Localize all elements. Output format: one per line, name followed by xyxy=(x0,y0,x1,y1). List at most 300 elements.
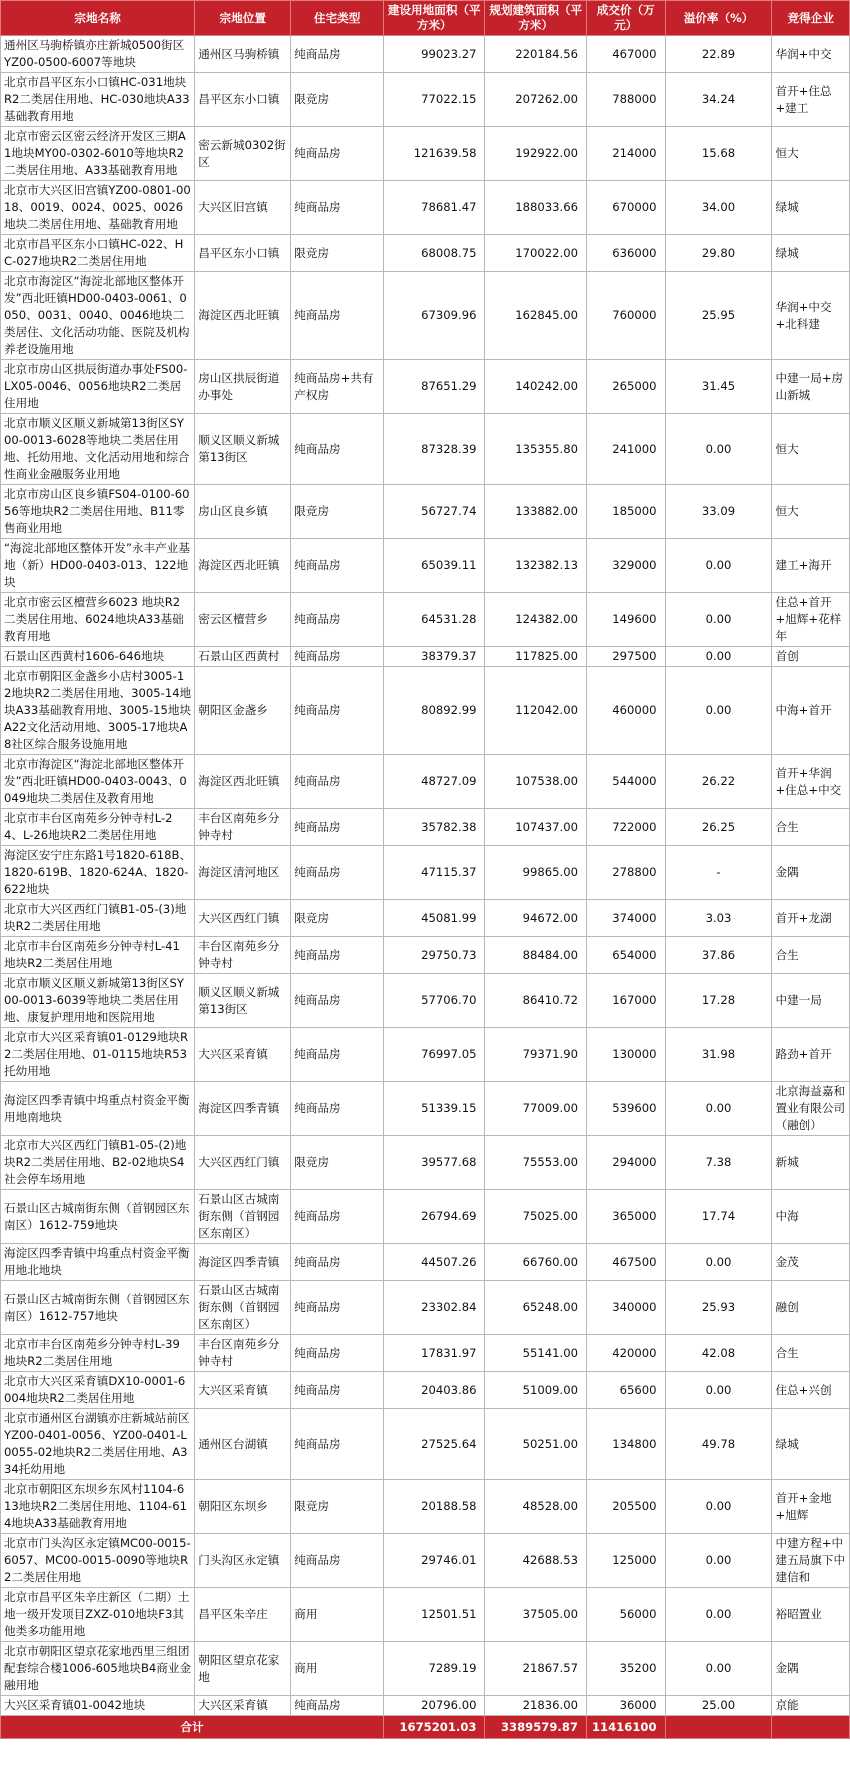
cell-price: 149600 xyxy=(586,593,665,647)
table-row xyxy=(1,755,850,809)
table-row xyxy=(1,593,850,647)
cell-location: 大兴区西红门镇 xyxy=(195,1136,291,1190)
cell-premium: 0.00 xyxy=(665,414,772,485)
cell-location: 石景山区西黄村 xyxy=(195,647,291,667)
table-row xyxy=(1,1244,850,1281)
total-label: 合计 xyxy=(1,1716,384,1739)
cell-type: 限竞房 xyxy=(291,900,384,937)
table-row xyxy=(1,235,850,272)
cell-land-area: 17831.97 xyxy=(384,1335,485,1372)
cell-price: 265000 xyxy=(586,360,665,414)
table-row xyxy=(1,1588,850,1642)
cell-location: 海淀区清河地区 xyxy=(195,846,291,900)
cell-location: 房山区良乡镇 xyxy=(195,485,291,539)
cell-winner: 合生 xyxy=(772,1335,850,1372)
cell-price: 722000 xyxy=(586,809,665,846)
cell-winner: 华润+中交+北科建 xyxy=(772,272,850,360)
cell-price: 36000 xyxy=(586,1696,665,1716)
cell-name: 北京市门头沟区永定镇MC00-0015-6057、MC00-0015-0090等地块R2二类居住用地 xyxy=(1,1534,195,1588)
table-row xyxy=(1,539,850,593)
cell-winner: 金隅 xyxy=(772,846,850,900)
cell-land-area: 64531.28 xyxy=(384,593,485,647)
cell-name: 北京市大兴区采育镇DX10-0001-6004地块R2二类居住用地 xyxy=(1,1372,195,1409)
cell-location: 大兴区西红门镇 xyxy=(195,900,291,937)
cell-winner: 恒大 xyxy=(772,414,850,485)
cell-winner: 合生 xyxy=(772,937,850,974)
cell-winner: 路劲+首开 xyxy=(772,1028,850,1082)
cell-winner: 金茂 xyxy=(772,1244,850,1281)
cell-price: 329000 xyxy=(586,539,665,593)
table-row xyxy=(1,1480,850,1534)
cell-location: 昌平区东小口镇 xyxy=(195,73,291,127)
cell-winner: 绿城 xyxy=(772,1409,850,1480)
cell-premium: 0.00 xyxy=(665,1588,772,1642)
total-land-area: 1675201.03 xyxy=(384,1716,485,1739)
cell-build-area: 65248.00 xyxy=(485,1281,586,1335)
cell-premium: 0.00 xyxy=(665,539,772,593)
cell-location: 海淀区西北旺镇 xyxy=(195,272,291,360)
cell-build-area: 135355.80 xyxy=(485,414,586,485)
cell-type: 纯商品房 xyxy=(291,272,384,360)
cell-winner: 新城 xyxy=(772,1136,850,1190)
cell-location: 丰台区南苑乡分钟寺村 xyxy=(195,1335,291,1372)
cell-land-area: 99023.27 xyxy=(384,36,485,73)
cell-name: 北京市房山区良乡镇FS04-0100-6056等地块R2二类居住用地、B11零售商业用地 xyxy=(1,485,195,539)
table-row xyxy=(1,1281,850,1335)
cell-name: 北京市房山区拱辰街道办事处FS00-LX05-0046、0056地块R2二类居住用地 xyxy=(1,360,195,414)
cell-price: 467500 xyxy=(586,1244,665,1281)
cell-type: 纯商品房 xyxy=(291,667,384,755)
cell-build-area: 50251.00 xyxy=(485,1409,586,1480)
cell-type: 纯商品房 xyxy=(291,647,384,667)
cell-price: 544000 xyxy=(586,755,665,809)
cell-winner: 首创 xyxy=(772,647,850,667)
cell-type: 纯商品房 xyxy=(291,1082,384,1136)
cell-name: 北京市大兴区西红门镇B1-05-(2)地块R2二类居住用地、B2-02地块S4社会停车场用地 xyxy=(1,1136,195,1190)
cell-build-area: 51009.00 xyxy=(485,1372,586,1409)
cell-land-area: 38379.37 xyxy=(384,647,485,667)
cell-build-area: 75553.00 xyxy=(485,1136,586,1190)
cell-land-area: 26794.69 xyxy=(384,1190,485,1244)
cell-winner: 中建一局 xyxy=(772,974,850,1028)
cell-premium: 31.98 xyxy=(665,1028,772,1082)
cell-build-area: 170022.00 xyxy=(485,235,586,272)
cell-premium: 0.00 xyxy=(665,1244,772,1281)
cell-premium: 34.00 xyxy=(665,181,772,235)
table-row xyxy=(1,1642,850,1696)
cell-location: 通州区台湖镇 xyxy=(195,1409,291,1480)
cell-price: 167000 xyxy=(586,974,665,1028)
cell-build-area: 77009.00 xyxy=(485,1082,586,1136)
cell-land-area: 45081.99 xyxy=(384,900,485,937)
cell-land-area: 57706.70 xyxy=(384,974,485,1028)
cell-land-area: 7289.19 xyxy=(384,1642,485,1696)
cell-type: 纯商品房 xyxy=(291,593,384,647)
cell-price: 185000 xyxy=(586,485,665,539)
table-row xyxy=(1,974,850,1028)
cell-winner: 华润+中交 xyxy=(772,36,850,73)
cell-build-area: 94672.00 xyxy=(485,900,586,937)
cell-winner: 中海+首开 xyxy=(772,667,850,755)
cell-name: 北京市海淀区“海淀北部地区整体开发”西北旺镇HD00-0403-0061、0050、0031、0040、0046地块二类居住、文化活动功能、医院及机构养老设施用地 xyxy=(1,272,195,360)
table-row xyxy=(1,1696,850,1716)
cell-winner: 建工+海开 xyxy=(772,539,850,593)
cell-premium: 0.00 xyxy=(665,1642,772,1696)
table-body xyxy=(1,36,850,1716)
cell-premium: 29.80 xyxy=(665,235,772,272)
cell-name: 北京市丰台区南苑乡分钟寺村L-24、L-26地块R2二类居住用地 xyxy=(1,809,195,846)
cell-winner: 首开+龙湖 xyxy=(772,900,850,937)
cell-premium: 0.00 xyxy=(665,647,772,667)
cell-winner: 裕昭置业 xyxy=(772,1588,850,1642)
cell-price: 460000 xyxy=(586,667,665,755)
header-build-area: 规划建筑面积（平方米） xyxy=(485,1,586,36)
cell-location: 丰台区南苑乡分钟寺村 xyxy=(195,937,291,974)
cell-name: 石景山区古城南街东侧（首钢园区东南区）1612-757地块 xyxy=(1,1281,195,1335)
cell-name: 北京市丰台区南苑乡分钟寺村L-41地块R2二类居住用地 xyxy=(1,937,195,974)
cell-location: 石景山区古城南街东侧（首钢园区东南区） xyxy=(195,1281,291,1335)
cell-name: 北京市朝阳区金盏乡小店村3005-12地块R2二类居住用地、3005-14地块A33基础教育用地、3005-15地块A22文化活动用地、3005-17地块A8社区综合服务设施用地 xyxy=(1,667,195,755)
cell-land-area: 20796.00 xyxy=(384,1696,485,1716)
total-winner xyxy=(772,1716,850,1739)
cell-premium: 25.93 xyxy=(665,1281,772,1335)
cell-land-area: 29750.73 xyxy=(384,937,485,974)
cell-location: 密云区檀营乡 xyxy=(195,593,291,647)
cell-premium: 0.00 xyxy=(665,1372,772,1409)
cell-type: 纯商品房 xyxy=(291,1534,384,1588)
cell-premium: 17.28 xyxy=(665,974,772,1028)
cell-type: 纯商品房 xyxy=(291,181,384,235)
cell-land-area: 27525.64 xyxy=(384,1409,485,1480)
cell-winner: 中建方程+中建五局旗下中建信和 xyxy=(772,1534,850,1588)
cell-name: 北京市顺义区顺义新城第13街区SY00-0013-6028等地块二类居住用地、托幼用地、文化活动用地和综合性商业金融服务业用地 xyxy=(1,414,195,485)
cell-name: 北京市大兴区采育镇01-0129地块R2二类居住用地、01-0115地块R53托幼用地 xyxy=(1,1028,195,1082)
cell-premium: 33.09 xyxy=(665,485,772,539)
cell-price: 134800 xyxy=(586,1409,665,1480)
cell-premium: 25.95 xyxy=(665,272,772,360)
cell-price: 65600 xyxy=(586,1372,665,1409)
header-location: 宗地位置 xyxy=(195,1,291,36)
cell-build-area: 21836.00 xyxy=(485,1696,586,1716)
cell-land-area: 51339.15 xyxy=(384,1082,485,1136)
cell-land-area: 44507.26 xyxy=(384,1244,485,1281)
cell-winner: 首开+住总+建工 xyxy=(772,73,850,127)
cell-land-area: 76997.05 xyxy=(384,1028,485,1082)
cell-location: 海淀区西北旺镇 xyxy=(195,539,291,593)
cell-winner: 恒大 xyxy=(772,127,850,181)
cell-premium: 7.38 xyxy=(665,1136,772,1190)
cell-type: 纯商品房 xyxy=(291,539,384,593)
cell-type: 纯商品房 xyxy=(291,1281,384,1335)
cell-price: 340000 xyxy=(586,1281,665,1335)
cell-location: 大兴区采育镇 xyxy=(195,1372,291,1409)
cell-premium: 0.00 xyxy=(665,593,772,647)
cell-location: 顺义区顺义新城第13街区 xyxy=(195,974,291,1028)
cell-premium: 26.22 xyxy=(665,755,772,809)
cell-land-area: 47115.37 xyxy=(384,846,485,900)
cell-type: 纯商品房 xyxy=(291,1372,384,1409)
header-type: 住宅类型 xyxy=(291,1,384,36)
cell-price: 420000 xyxy=(586,1335,665,1372)
table-row xyxy=(1,272,850,360)
cell-location: 顺义区顺义新城第13街区 xyxy=(195,414,291,485)
cell-name: 大兴区采育镇01-0042地块 xyxy=(1,1696,195,1716)
cell-name: 海淀区四季青镇中坞重点村资金平衡用地北地块 xyxy=(1,1244,195,1281)
table-row xyxy=(1,647,850,667)
cell-build-area: 107437.00 xyxy=(485,809,586,846)
cell-land-area: 68008.75 xyxy=(384,235,485,272)
cell-price: 56000 xyxy=(586,1588,665,1642)
cell-premium: 0.00 xyxy=(665,1534,772,1588)
cell-location: 门头沟区永定镇 xyxy=(195,1534,291,1588)
cell-type: 纯商品房 xyxy=(291,1335,384,1372)
cell-type: 纯商品房 xyxy=(291,414,384,485)
cell-build-area: 37505.00 xyxy=(485,1588,586,1642)
cell-location: 房山区拱辰街道办事处 xyxy=(195,360,291,414)
cell-land-area: 23302.84 xyxy=(384,1281,485,1335)
total-row xyxy=(1,1716,850,1739)
cell-location: 海淀区西北旺镇 xyxy=(195,755,291,809)
cell-premium: 0.00 xyxy=(665,667,772,755)
header-land-area: 建设用地面积（平方米） xyxy=(384,1,485,36)
cell-price: 35200 xyxy=(586,1642,665,1696)
header-winner: 竞得企业 xyxy=(772,1,850,36)
cell-build-area: 42688.53 xyxy=(485,1534,586,1588)
cell-premium: 25.00 xyxy=(665,1696,772,1716)
cell-type: 纯商品房 xyxy=(291,937,384,974)
cell-price: 374000 xyxy=(586,900,665,937)
cell-land-area: 35782.38 xyxy=(384,809,485,846)
cell-premium: 31.45 xyxy=(665,360,772,414)
cell-location: 朝阳区东坝乡 xyxy=(195,1480,291,1534)
table-row xyxy=(1,667,850,755)
cell-build-area: 162845.00 xyxy=(485,272,586,360)
cell-name: 海淀区安宁庄东路1号1820-618B、1820-619B、1820-624A、1820-622地块 xyxy=(1,846,195,900)
cell-type: 纯商品房 xyxy=(291,755,384,809)
cell-build-area: 117825.00 xyxy=(485,647,586,667)
cell-location: 密云新城0302街区 xyxy=(195,127,291,181)
cell-build-area: 88484.00 xyxy=(485,937,586,974)
cell-build-area: 79371.90 xyxy=(485,1028,586,1082)
cell-location: 大兴区旧宫镇 xyxy=(195,181,291,235)
cell-winner: 住总+首开+旭辉+花样年 xyxy=(772,593,850,647)
cell-build-area: 124382.00 xyxy=(485,593,586,647)
cell-build-area: 207262.00 xyxy=(485,73,586,127)
cell-winner: 金隅 xyxy=(772,1642,850,1696)
cell-land-area: 29746.01 xyxy=(384,1534,485,1588)
header-premium: 溢价率（%） xyxy=(665,1,772,36)
header-row xyxy=(1,1,850,36)
cell-premium: 34.24 xyxy=(665,73,772,127)
cell-location: 石景山区古城南街东侧（首钢园区东南区） xyxy=(195,1190,291,1244)
cell-price: 297500 xyxy=(586,647,665,667)
cell-price: 365000 xyxy=(586,1190,665,1244)
cell-name: 北京市昌平区东小口镇HC-031地块R2二类居住用地、HC-030地块A33基础教育用地 xyxy=(1,73,195,127)
cell-type: 纯商品房 xyxy=(291,809,384,846)
cell-build-area: 192922.00 xyxy=(485,127,586,181)
cell-type: 纯商品房 xyxy=(291,974,384,1028)
cell-price: 788000 xyxy=(586,73,665,127)
header-name: 宗地名称 xyxy=(1,1,195,36)
cell-build-area: 86410.72 xyxy=(485,974,586,1028)
cell-winner: 北京海益嘉和置业有限公司（融创） xyxy=(772,1082,850,1136)
cell-land-area: 77022.15 xyxy=(384,73,485,127)
cell-price: 125000 xyxy=(586,1534,665,1588)
cell-type: 商用 xyxy=(291,1588,384,1642)
cell-name: 北京市朝阳区东坝乡东风村1104-613地块R2二类居住用地、1104-614地块A33基础教育用地 xyxy=(1,1480,195,1534)
cell-build-area: 55141.00 xyxy=(485,1335,586,1372)
cell-name: 北京市大兴区旧宫镇YZ00-0801-0018、0019、0024、0025、0026地块二类居住用地、基础教育用地 xyxy=(1,181,195,235)
cell-premium: 49.78 xyxy=(665,1409,772,1480)
cell-price: 636000 xyxy=(586,235,665,272)
cell-build-area: 112042.00 xyxy=(485,667,586,755)
cell-land-area: 20188.58 xyxy=(384,1480,485,1534)
cell-winner: 首开+华润+住总+中交 xyxy=(772,755,850,809)
cell-type: 纯商品房 xyxy=(291,1244,384,1281)
cell-winner: 恒大 xyxy=(772,485,850,539)
cell-type: 纯商品房 xyxy=(291,1409,384,1480)
cell-type: 限竞房 xyxy=(291,235,384,272)
cell-name: 北京市昌平区朱辛庄新区（二期）土地一级开发项目ZXZ-010地块F3其他类多功能用地 xyxy=(1,1588,195,1642)
cell-name: 北京市海淀区“海淀北部地区整体开发”西北旺镇HD00-0403-0043、0049地块二类居住及教育用地 xyxy=(1,755,195,809)
cell-location: 丰台区南苑乡分钟寺村 xyxy=(195,809,291,846)
cell-location: 通州区马驹桥镇 xyxy=(195,36,291,73)
cell-winner: 住总+兴创 xyxy=(772,1372,850,1409)
cell-build-area: 132382.13 xyxy=(485,539,586,593)
cell-name: 通州区马驹桥镇亦庄新城0500街区YZ00-0500-6007等地块 xyxy=(1,36,195,73)
cell-land-area: 67309.96 xyxy=(384,272,485,360)
cell-land-area: 121639.58 xyxy=(384,127,485,181)
cell-type: 纯商品房 xyxy=(291,846,384,900)
cell-premium: 22.89 xyxy=(665,36,772,73)
table-row xyxy=(1,414,850,485)
cell-build-area: 188033.66 xyxy=(485,181,586,235)
cell-type: 纯商品房 xyxy=(291,1696,384,1716)
table-row xyxy=(1,1082,850,1136)
cell-premium: 0.00 xyxy=(665,1082,772,1136)
cell-location: 昌平区朱辛庄 xyxy=(195,1588,291,1642)
cell-type: 商用 xyxy=(291,1642,384,1696)
cell-premium: 37.86 xyxy=(665,937,772,974)
cell-price: 670000 xyxy=(586,181,665,235)
cell-build-area: 140242.00 xyxy=(485,360,586,414)
cell-price: 205500 xyxy=(586,1480,665,1534)
cell-winner: 首开+金地+旭辉 xyxy=(772,1480,850,1534)
header-price: 成交价（万元） xyxy=(586,1,665,36)
cell-price: 278800 xyxy=(586,846,665,900)
table-row xyxy=(1,1335,850,1372)
cell-name: 北京市密云区密云经济开发区三期A1地块MY00-0302-6010等地块R2二类居住用地、A33基础教育用地 xyxy=(1,127,195,181)
cell-premium: 0.00 xyxy=(665,1480,772,1534)
cell-land-area: 48727.09 xyxy=(384,755,485,809)
cell-premium: 26.25 xyxy=(665,809,772,846)
cell-price: 760000 xyxy=(586,272,665,360)
cell-winner: 绿城 xyxy=(772,181,850,235)
cell-premium: 17.74 xyxy=(665,1190,772,1244)
cell-land-area: 56727.74 xyxy=(384,485,485,539)
table-row xyxy=(1,360,850,414)
cell-premium: 15.68 xyxy=(665,127,772,181)
table-row xyxy=(1,36,850,73)
cell-type: 限竞房 xyxy=(291,1480,384,1534)
cell-build-area: 21867.57 xyxy=(485,1642,586,1696)
cell-location: 朝阳区金盏乡 xyxy=(195,667,291,755)
cell-name: 北京市丰台区南苑乡分钟寺村L-39地块R2二类居住用地 xyxy=(1,1335,195,1372)
cell-type: 纯商品房 xyxy=(291,1028,384,1082)
cell-land-area: 78681.47 xyxy=(384,181,485,235)
cell-type: 限竞房 xyxy=(291,1136,384,1190)
table-row xyxy=(1,1136,850,1190)
cell-location: 海淀区四季青镇 xyxy=(195,1244,291,1281)
total-price: 11416100 xyxy=(586,1716,665,1739)
cell-land-area: 65039.11 xyxy=(384,539,485,593)
cell-location: 大兴区采育镇 xyxy=(195,1028,291,1082)
cell-build-area: 107538.00 xyxy=(485,755,586,809)
cell-price: 654000 xyxy=(586,937,665,974)
cell-type: 纯商品房 xyxy=(291,1190,384,1244)
table-row xyxy=(1,809,850,846)
cell-location: 海淀区四季青镇 xyxy=(195,1082,291,1136)
table-row xyxy=(1,1372,850,1409)
cell-build-area: 48528.00 xyxy=(485,1480,586,1534)
total-premium xyxy=(665,1716,772,1739)
cell-build-area: 99865.00 xyxy=(485,846,586,900)
cell-name: 石景山区古城南街东侧（首钢园区东南区）1612-759地块 xyxy=(1,1190,195,1244)
cell-land-area: 12501.51 xyxy=(384,1588,485,1642)
cell-winner: 绿城 xyxy=(772,235,850,272)
table-row xyxy=(1,1409,850,1480)
cell-name: 石景山区西黄村1606-646地块 xyxy=(1,647,195,667)
cell-winner: 中建一局+房山新城 xyxy=(772,360,850,414)
cell-premium: - xyxy=(665,846,772,900)
cell-name: 北京市顺义区顺义新城第13街区SY00-0013-6039等地块二类居住用地、康复护理用地和医院用地 xyxy=(1,974,195,1028)
cell-premium: 42.08 xyxy=(665,1335,772,1372)
cell-winner: 京能 xyxy=(772,1696,850,1716)
cell-type: 纯商品房+共有产权房 xyxy=(291,360,384,414)
cell-price: 294000 xyxy=(586,1136,665,1190)
table-row xyxy=(1,73,850,127)
cell-build-area: 66760.00 xyxy=(485,1244,586,1281)
cell-land-area: 39577.68 xyxy=(384,1136,485,1190)
cell-type: 限竞房 xyxy=(291,485,384,539)
table-row xyxy=(1,1534,850,1588)
cell-build-area: 75025.00 xyxy=(485,1190,586,1244)
table-row xyxy=(1,485,850,539)
cell-build-area: 220184.56 xyxy=(485,36,586,73)
cell-name: 北京市通州区台湖镇亦庄新城站前区YZ00-0401-0056、YZ00-0401-L0055-02地块R2二类居住用地、A334托幼用地 xyxy=(1,1409,195,1480)
cell-price: 241000 xyxy=(586,414,665,485)
table-row xyxy=(1,1028,850,1082)
cell-land-area: 87651.29 xyxy=(384,360,485,414)
cell-name: 北京市昌平区东小口镇HC-022、HC-027地块R2二类居住用地 xyxy=(1,235,195,272)
cell-price: 539600 xyxy=(586,1082,665,1136)
cell-premium: 3.03 xyxy=(665,900,772,937)
cell-name: 海淀区四季青镇中坞重点村资金平衡用地南地块 xyxy=(1,1082,195,1136)
cell-winner: 融创 xyxy=(772,1281,850,1335)
cell-land-area: 20403.86 xyxy=(384,1372,485,1409)
cell-location: 朝阳区望京花家地 xyxy=(195,1642,291,1696)
table-row xyxy=(1,1190,850,1244)
cell-winner: 中海 xyxy=(772,1190,850,1244)
table-row xyxy=(1,937,850,974)
total-build-area: 3389579.87 xyxy=(485,1716,586,1739)
cell-name: 北京市朝阳区望京花家地西里三组团配套综合楼1006-605地块B4商业金融用地 xyxy=(1,1642,195,1696)
table-row xyxy=(1,846,850,900)
cell-land-area: 80892.99 xyxy=(384,667,485,755)
table-row xyxy=(1,127,850,181)
cell-price: 130000 xyxy=(586,1028,665,1082)
table-row xyxy=(1,181,850,235)
